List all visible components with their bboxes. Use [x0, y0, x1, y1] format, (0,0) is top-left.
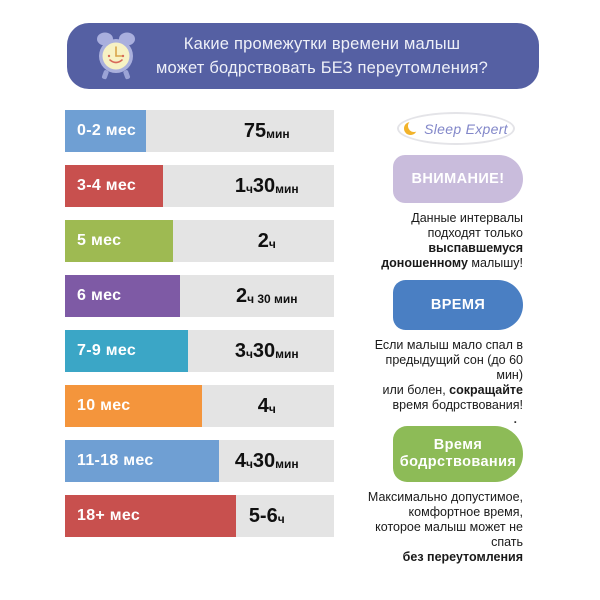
value-label	[200, 220, 335, 262]
note-line: Данные интервалы	[411, 211, 523, 225]
badge-label: Время	[433, 437, 483, 453]
age-label: 7-9 мес	[77, 342, 137, 359]
bar-segment	[65, 220, 173, 262]
value-label	[200, 165, 335, 207]
value-segment: ч	[245, 347, 253, 361]
note-line: выспавшемуся	[428, 241, 523, 255]
note-line: время бодрствования!	[392, 398, 523, 412]
value-segment: 4	[257, 394, 269, 417]
value-label	[200, 330, 335, 372]
value-label	[200, 110, 335, 152]
value-segment: 75	[243, 119, 267, 142]
value-segment: мин	[275, 457, 299, 471]
value-segment: ч	[277, 512, 285, 526]
badge-label: бодрствования	[399, 454, 517, 470]
wake-badge	[393, 426, 523, 482]
chart-row	[65, 440, 334, 482]
bar-segment	[65, 275, 180, 317]
value-segment: 1	[234, 174, 246, 197]
bar-segment	[65, 110, 146, 152]
value-segment: ч	[245, 182, 253, 196]
note-line: спать	[491, 535, 523, 549]
header-banner	[67, 23, 539, 89]
bar-segment	[65, 165, 163, 207]
value-label	[200, 495, 335, 537]
value-segment: мин	[275, 182, 299, 196]
value-segment: 4	[234, 449, 246, 472]
alarm-clock-icon	[93, 30, 139, 82]
note-line: предыдущий сон (до 60 мин)	[385, 353, 523, 382]
age-label: 10 мес	[77, 397, 131, 414]
chart-row	[65, 220, 334, 262]
bar-segment	[65, 440, 219, 482]
logo-text: Sleep Expert	[424, 120, 508, 137]
note-line: или болен, сокращайте	[382, 383, 523, 397]
age-label: 11-18 мес	[77, 452, 154, 469]
age-label: 3-4 мес	[77, 177, 137, 194]
value-label	[200, 440, 335, 482]
trailing-dot: .	[513, 412, 517, 426]
sidebar	[365, 112, 523, 565]
bar-segment	[65, 330, 188, 372]
page-title-line2: может бодрствовать БЕЗ переутомления?	[156, 59, 488, 77]
value-segment: ч	[268, 237, 276, 251]
badge-label: ВРЕМЯ	[430, 296, 486, 313]
page-title	[139, 32, 539, 80]
value-segment: 2	[235, 284, 248, 307]
attention-badge	[393, 155, 523, 203]
value-segment: мин	[275, 347, 299, 361]
time-note	[365, 338, 523, 413]
time-badge	[393, 280, 523, 330]
bar-segment	[65, 385, 202, 427]
chart-row	[65, 275, 334, 317]
chart-row	[65, 110, 334, 152]
value-segment: 3	[234, 339, 246, 362]
value-segment: 5-6	[248, 504, 278, 527]
note-line: без переутомления	[402, 550, 523, 564]
wake-time-chart	[65, 110, 334, 550]
badge-label: ВНИМАНИЕ!	[411, 170, 505, 187]
note-line: комфортное время,	[408, 505, 523, 519]
note-line: доношенному малышу!	[381, 256, 523, 270]
value-segment: мин	[266, 127, 290, 141]
value-segment: ч	[268, 402, 276, 416]
sleep-expert-logo	[397, 112, 515, 145]
value-segment: ч 30 мин	[247, 292, 298, 306]
value-segment: 30	[252, 339, 276, 362]
note-line: Максимально допустимое,	[367, 490, 523, 504]
age-label: 6 мес	[77, 287, 122, 304]
age-label: 0-2 мес	[77, 122, 137, 139]
page-title-line1: Какие промежутки времени малыш	[183, 35, 461, 53]
value-segment: 2	[257, 229, 269, 252]
note-line: Если малыш мало спал в	[374, 338, 523, 352]
value-label	[200, 275, 335, 317]
value-segment: 30	[252, 174, 276, 197]
note-line: которое малыш может не	[375, 520, 523, 534]
value-label	[200, 385, 335, 427]
chart-row	[65, 165, 334, 207]
chart-row	[65, 330, 334, 372]
age-label: 18+ мес	[77, 507, 141, 524]
crescent-moon-icon	[404, 122, 417, 135]
value-segment: ч	[245, 457, 253, 471]
age-label: 5 мес	[77, 232, 122, 249]
attention-note	[365, 211, 523, 271]
note-line: подходят только	[427, 226, 523, 240]
chart-row	[65, 495, 334, 537]
chart-row	[65, 385, 334, 427]
wake-note	[365, 490, 523, 565]
value-segment: 30	[252, 449, 276, 472]
